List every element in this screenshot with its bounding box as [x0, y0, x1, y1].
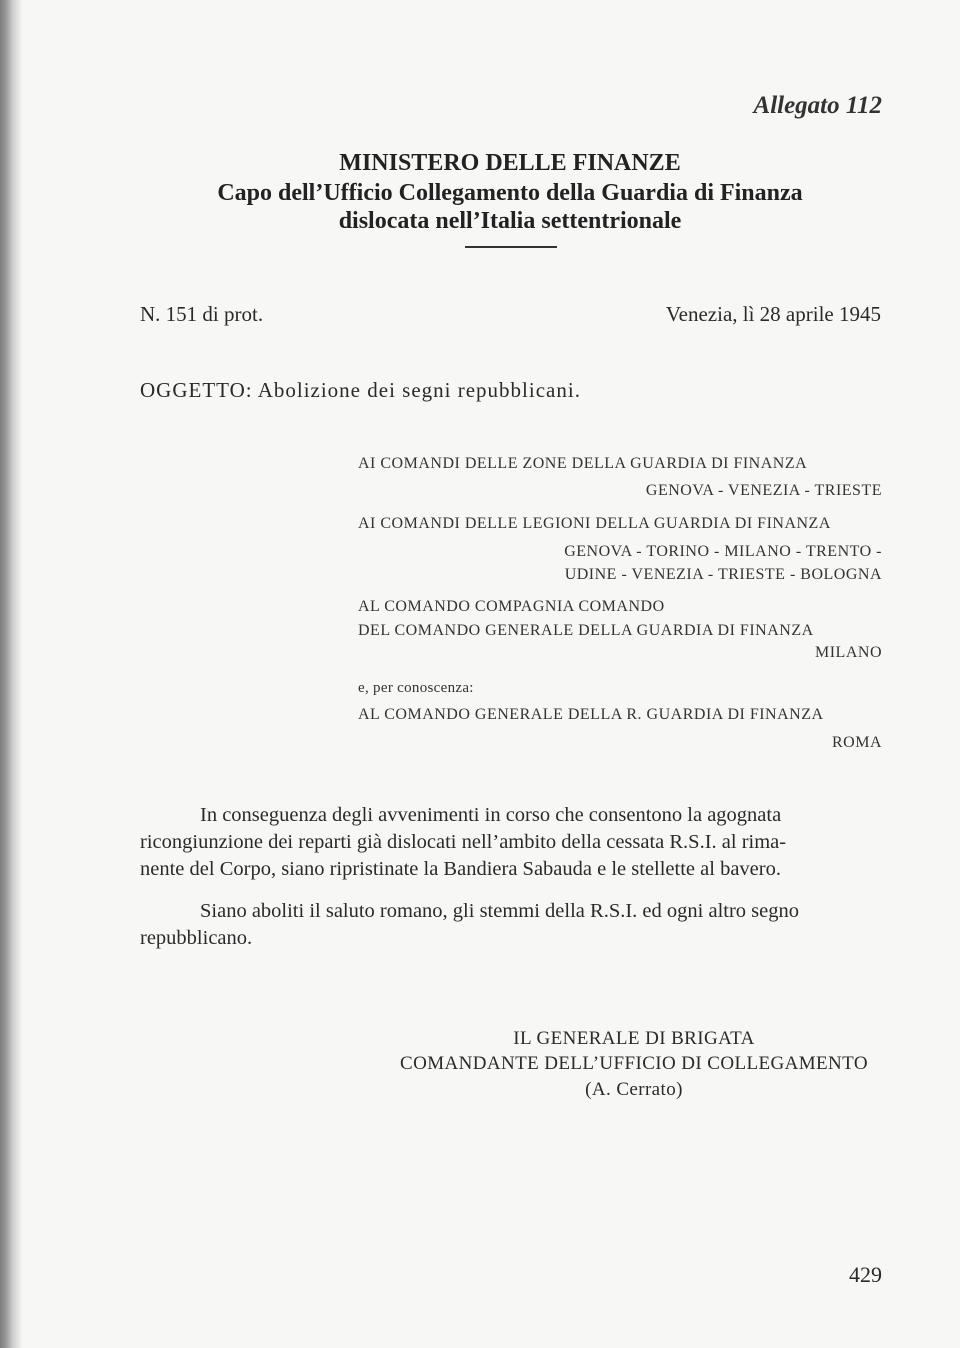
addressee-line: AI COMANDI DELLE LEGIONI DELLA GUARDIA DI FINANZA: [358, 515, 831, 532]
paragraph-line: ricongiunzione dei reparti già dislocati nell’ambito della cessata R.S.I. al rima-: [140, 831, 787, 853]
paragraph-line: nente del Corpo, siano ripristinate la Bandiera Sabauda e le stellette al bavero.: [140, 858, 781, 880]
place-date: Venezia, lì 28 aprile 1945: [665, 302, 881, 326]
addressee-line: UDINE - VENEZIA - TRIESTE - BOLOGNA: [564, 566, 882, 583]
office-subtitle: dislocata nell’Italia settentrionale: [338, 208, 682, 234]
paragraph-line: Siano aboliti il saluto romano, gli stemmi della R.S.I. ed ogni altro segno: [200, 900, 799, 922]
addressee-line: ROMA: [831, 734, 882, 751]
signature-name: (A. Cerrato): [585, 1079, 683, 1100]
protocol-number: N. 151 di prot.: [140, 302, 264, 326]
subject-line: OGGETTO: Abolizione dei segni repubblicani.: [140, 378, 581, 402]
addressee-line: GENOVA - TORINO - MILANO - TRENTO -: [564, 543, 882, 560]
addressee-line: MILANO: [815, 644, 882, 661]
addressee-line: GENOVA - VENEZIA - TRIESTE: [645, 482, 882, 499]
paragraph-line: In conseguenza degli avvenimenti in corso che consentono la agognata: [200, 804, 782, 826]
header-divider: [465, 246, 557, 248]
book-binding-shadow: [0, 0, 22, 1348]
office-title: Capo dell’Ufficio Collegamento della Guardia di Finanza: [217, 180, 803, 206]
ministry-title: MINISTERO DELLE FINANZE: [339, 150, 681, 176]
page-number: 429: [849, 1262, 882, 1287]
addressee-line: AI COMANDI DELLE ZONE DELLA GUARDIA DI FINANZA: [358, 455, 808, 472]
cc-label: e, per conoscenza:: [358, 680, 474, 696]
signature-rank: IL GENERALE DI BRIGATA: [513, 1028, 755, 1049]
addressee-line: AL COMANDO GENERALE DELLA R. GUARDIA DI FINANZA: [358, 706, 824, 723]
annex-label: Allegato 112: [753, 92, 882, 119]
addressee-line: AL COMANDO COMPAGNIA COMANDO: [358, 598, 665, 615]
paragraph-line: repubblicano.: [140, 927, 253, 949]
body-paragraph-1: [140, 802, 882, 883]
body-paragraph-2: [140, 898, 882, 952]
signature-title: COMANDANTE DELL’UFFICIO DI COLLEGAMENTO: [400, 1053, 868, 1074]
addressee-line: DEL COMANDO GENERALE DELLA GUARDIA DI FINANZA: [358, 622, 814, 639]
